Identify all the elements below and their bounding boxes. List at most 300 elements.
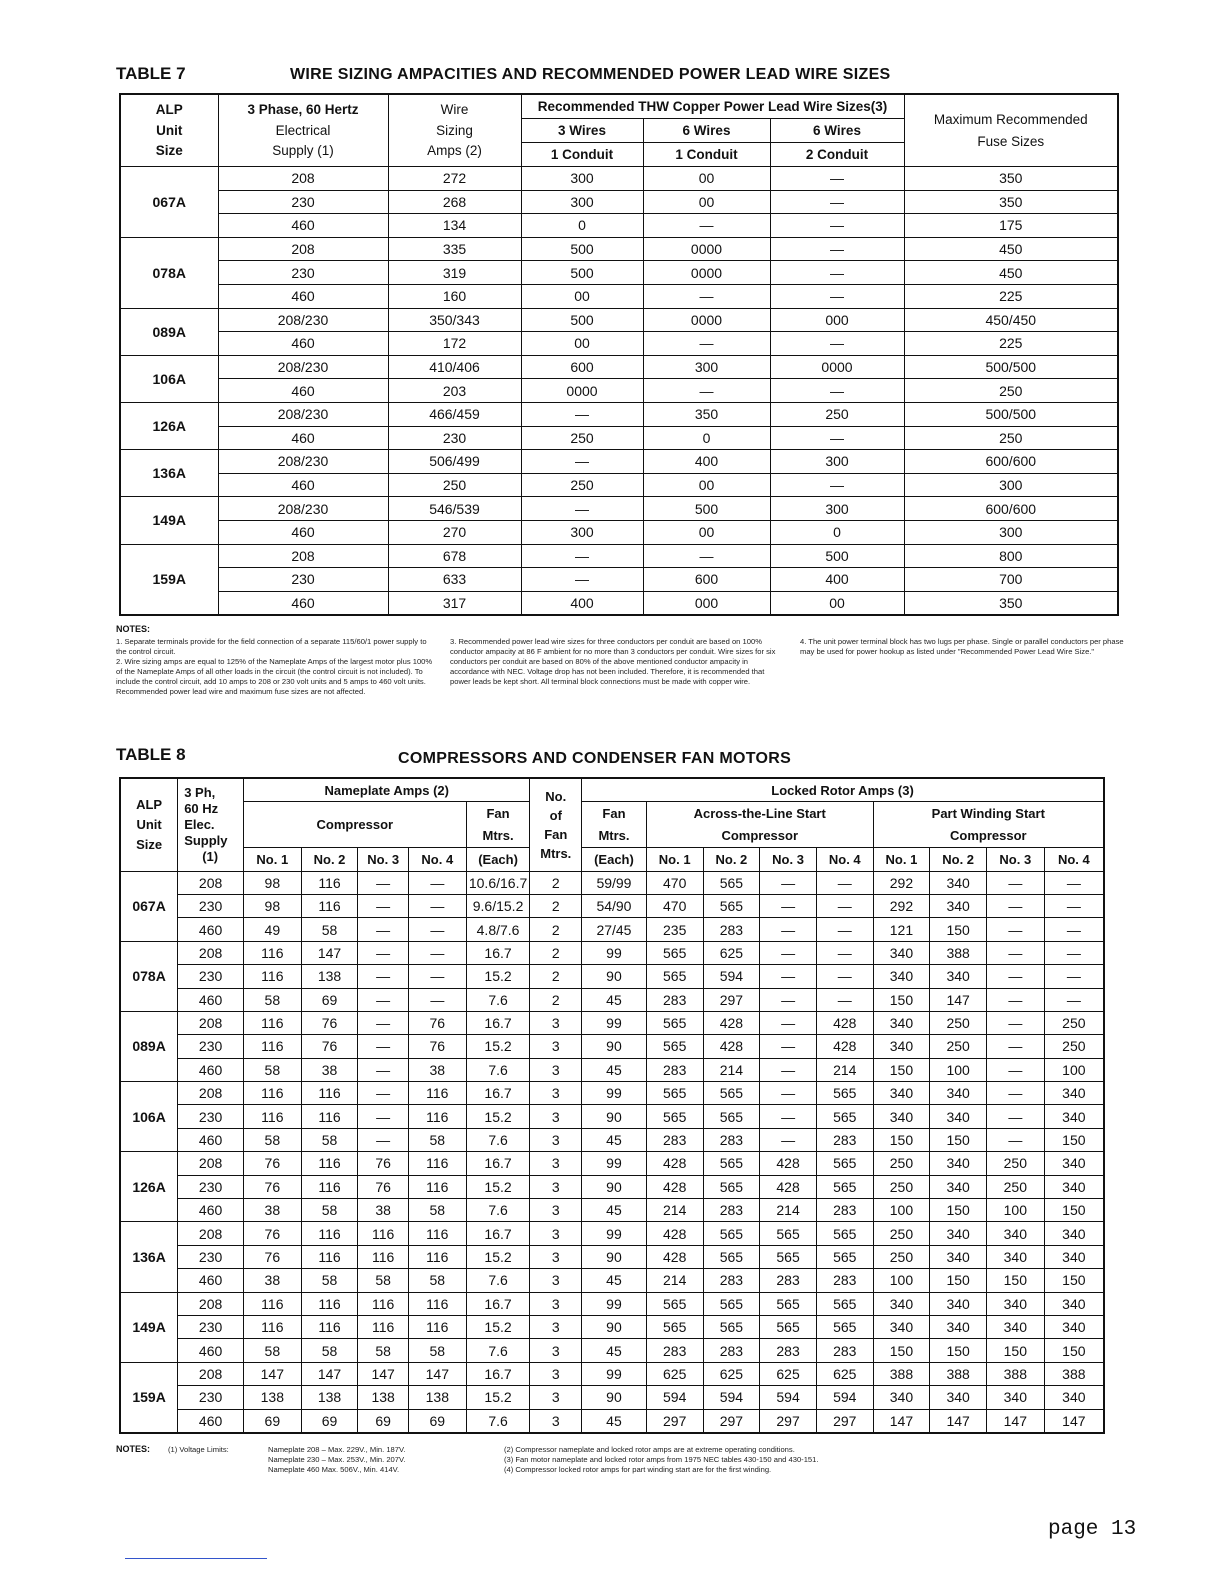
table-cell: 58 — [301, 918, 358, 941]
unit-size: 126A — [120, 402, 218, 449]
table-cell: 9.6/15.2 — [466, 894, 530, 917]
table-cell: 00 — [770, 591, 904, 615]
table-cell: 116 — [301, 1315, 358, 1338]
table-cell: 116 — [301, 894, 358, 917]
table-cell: 283 — [760, 1339, 817, 1362]
table-cell: 565 — [816, 1082, 873, 1105]
table-cell: — — [816, 988, 873, 1011]
table-cell: 300 — [770, 450, 904, 474]
table-cell: 250 — [930, 1035, 987, 1058]
table-row — [120, 1011, 1104, 1034]
table-cell: 460 — [178, 1269, 244, 1292]
table-cell: 116 — [358, 1315, 409, 1338]
table-cell: 58 — [243, 1339, 301, 1362]
table-cell: — — [986, 871, 1044, 894]
table-cell: 565 — [703, 1315, 760, 1338]
table-cell: 410/406 — [388, 355, 521, 379]
table-row — [120, 1245, 1104, 1268]
t8-note-2: (2) Compressor nameplate and locked rotor amps are at extreme operating conditions. — [504, 1445, 795, 1454]
table-cell: 38 — [243, 1269, 301, 1292]
table-cell: 3 — [530, 1292, 582, 1315]
table-cell: 58 — [243, 1058, 301, 1081]
table-cell: 350 — [643, 402, 770, 426]
t8-header-np-no3: No. 3 — [358, 848, 409, 871]
table-cell: 250 — [1044, 1011, 1104, 1034]
table-cell: 340 — [1044, 1152, 1104, 1175]
table-cell: 76 — [301, 1011, 358, 1034]
table-row — [120, 237, 1118, 261]
table-cell: — — [643, 544, 770, 568]
table-cell: 208 — [218, 237, 388, 261]
table-cell: 116 — [301, 1082, 358, 1105]
table-cell: 7.6 — [466, 1409, 530, 1433]
table-cell: 283 — [703, 1269, 760, 1292]
table-cell: 76 — [358, 1175, 409, 1198]
t7-header-3wires: 3 Wires — [521, 119, 643, 143]
table-cell: 225 — [904, 332, 1118, 356]
table-cell: 208 — [218, 167, 388, 191]
table-cell: 3 — [530, 1315, 582, 1338]
table-cell: 214 — [646, 1269, 703, 1292]
table-cell: 116 — [243, 1011, 301, 1034]
unit-size: 159A — [120, 544, 218, 615]
table-row — [120, 1128, 1104, 1151]
table-cell: 45 — [582, 1269, 647, 1292]
table-cell: 633 — [388, 568, 521, 592]
table-cell: 340 — [930, 1292, 987, 1315]
table7-title: WIRE SIZING AMPACITIES AND RECOMMENDED POWER LEAD WIRE SIZES — [290, 66, 891, 83]
table-cell: — — [358, 1105, 409, 1128]
table-cell: 230 — [178, 1245, 244, 1268]
table-cell: 400 — [770, 568, 904, 592]
table-cell: 565 — [760, 1245, 817, 1268]
table-cell: 500 — [643, 497, 770, 521]
table-cell: 69 — [408, 1409, 466, 1433]
unit-size: 149A — [120, 497, 218, 544]
table-row — [120, 426, 1118, 450]
table-cell: — — [408, 918, 466, 941]
table-row — [120, 988, 1104, 1011]
table-cell: 150 — [873, 988, 930, 1011]
table-cell: 340 — [873, 1292, 930, 1315]
table-cell: 546/539 — [388, 497, 521, 521]
table-cell: 350 — [904, 190, 1118, 214]
table-cell: 0000 — [521, 379, 643, 403]
table-cell: 116 — [358, 1245, 409, 1268]
table-cell: 460 — [178, 1128, 244, 1151]
table-cell: 565 — [646, 1105, 703, 1128]
table-cell: 230 — [178, 894, 244, 917]
t8-header-supply: 3 Ph, 60 Hz Elec. Supply (1) — [178, 778, 244, 871]
table-cell: — — [408, 941, 466, 964]
table-cell: 58 — [243, 1128, 301, 1151]
table-cell: 147 — [358, 1362, 409, 1385]
table-cell: 58 — [358, 1269, 409, 1292]
table-row — [120, 1362, 1104, 1385]
table-cell: 340 — [873, 1011, 930, 1034]
table-cell: 250 — [904, 379, 1118, 403]
table-cell: 69 — [301, 1409, 358, 1433]
table-cell: 565 — [703, 1222, 760, 1245]
table-cell: 0 — [521, 214, 643, 238]
table-cell: 230 — [388, 426, 521, 450]
table-cell: — — [408, 894, 466, 917]
table-cell: 340 — [930, 1245, 987, 1268]
t8-header-fan-each: (Each) — [466, 848, 530, 871]
table-cell: 150 — [1044, 1339, 1104, 1362]
table-cell: 400 — [521, 591, 643, 615]
table-cell: 460 — [218, 332, 388, 356]
table-cell: 250 — [388, 473, 521, 497]
unit-size: 089A — [120, 308, 218, 355]
table-cell: — — [816, 965, 873, 988]
table-cell: 116 — [408, 1175, 466, 1198]
table-cell: — — [358, 1011, 409, 1034]
table-cell: — — [358, 1035, 409, 1058]
table-cell: — — [986, 1035, 1044, 1058]
table-cell: 565 — [760, 1222, 817, 1245]
table-cell: 250 — [1044, 1035, 1104, 1058]
table-cell: 460 — [178, 918, 244, 941]
table-cell: 138 — [358, 1386, 409, 1409]
t8-header-locked: Locked Rotor Amps (3) — [582, 778, 1104, 802]
table-cell: 565 — [646, 1035, 703, 1058]
table-cell: 340 — [1044, 1222, 1104, 1245]
table-cell: 99 — [582, 1011, 647, 1034]
table-cell: — — [358, 918, 409, 941]
table-cell: 147 — [301, 941, 358, 964]
table-cell: 138 — [408, 1386, 466, 1409]
table-cell: 230 — [218, 190, 388, 214]
table-cell: 500 — [521, 261, 643, 285]
table-cell: 565 — [703, 1105, 760, 1128]
t8-header-pw-no3: No. 3 — [986, 848, 1044, 871]
table-cell: — — [770, 379, 904, 403]
table-cell: 270 — [388, 520, 521, 544]
table-row — [120, 1152, 1104, 1175]
table-cell: 3 — [530, 1199, 582, 1222]
table-cell: 300 — [521, 167, 643, 191]
table-cell: 565 — [760, 1315, 817, 1338]
table-cell: — — [986, 1011, 1044, 1034]
table-cell: 350 — [904, 167, 1118, 191]
table-cell: — — [1044, 871, 1104, 894]
table-cell: 208 — [178, 1292, 244, 1315]
t8-header-compressor: Compressor — [243, 802, 466, 848]
table-cell: 428 — [760, 1175, 817, 1198]
table-cell: 45 — [582, 1199, 647, 1222]
table-cell: 116 — [243, 1082, 301, 1105]
table-cell: — — [358, 965, 409, 988]
table-cell: 54/90 — [582, 894, 647, 917]
table-cell: 300 — [904, 473, 1118, 497]
table-cell: 283 — [703, 918, 760, 941]
t8-header-np-no4: No. 4 — [408, 848, 466, 871]
unit-size: 149A — [120, 1292, 178, 1362]
table-cell: 600/600 — [904, 497, 1118, 521]
table-cell: 76 — [243, 1175, 301, 1198]
table-cell: 625 — [703, 941, 760, 964]
table-cell: 250 — [873, 1152, 930, 1175]
table-cell: 208 — [178, 1152, 244, 1175]
table-cell: — — [521, 497, 643, 521]
table-cell: 116 — [301, 871, 358, 894]
table-cell: 116 — [408, 1315, 466, 1338]
table-cell: 38 — [301, 1058, 358, 1081]
unit-size: 078A — [120, 941, 178, 1011]
table-row — [120, 1386, 1104, 1409]
table-cell: 230 — [178, 1175, 244, 1198]
table-cell: 150 — [930, 1128, 987, 1151]
table-cell: 76 — [301, 1035, 358, 1058]
table-cell: 340 — [930, 1222, 987, 1245]
table-cell: 0 — [770, 520, 904, 544]
table-cell: 150 — [930, 918, 987, 941]
unit-size: 067A — [120, 871, 178, 941]
table-cell: 15.2 — [466, 1315, 530, 1338]
link-underline — [125, 1558, 267, 1559]
table-cell: 175 — [904, 214, 1118, 238]
table-cell: 340 — [930, 1386, 987, 1409]
t8-note-1-lines — [268, 1445, 488, 1475]
t8-note-1-label: (1) Voltage Limits: — [168, 1445, 229, 1454]
table-cell: 58 — [358, 1339, 409, 1362]
table-cell: 208/230 — [218, 402, 388, 426]
table-cell: 214 — [646, 1199, 703, 1222]
table-cell: 400 — [643, 450, 770, 474]
table-cell: 250 — [873, 1245, 930, 1268]
t8-header-atl-no3: No. 3 — [760, 848, 817, 871]
t7-notes-heading: NOTES: — [116, 624, 151, 634]
table-row — [120, 497, 1118, 521]
table-cell: 76 — [408, 1011, 466, 1034]
table-cell: — — [986, 894, 1044, 917]
table-cell: 00 — [521, 284, 643, 308]
table-cell: — — [760, 1082, 817, 1105]
table-row — [120, 1315, 1104, 1338]
table-cell: 58 — [301, 1128, 358, 1151]
table-cell: 147 — [243, 1362, 301, 1385]
table-cell: 208 — [178, 1082, 244, 1105]
table-cell: 340 — [986, 1386, 1044, 1409]
table-cell: 335 — [388, 237, 521, 261]
table-cell: 297 — [646, 1409, 703, 1433]
table-cell: 15.2 — [466, 1386, 530, 1409]
table-cell: 116 — [301, 1152, 358, 1175]
table-cell: 600 — [643, 568, 770, 592]
table-cell: 460 — [178, 1058, 244, 1081]
unit-size: 067A — [120, 167, 218, 238]
t8-header-np-no1: No. 1 — [243, 848, 301, 871]
table-cell: 116 — [408, 1082, 466, 1105]
table-cell: 59/99 — [582, 871, 647, 894]
table-cell: 76 — [243, 1222, 301, 1245]
table-cell: 58 — [301, 1199, 358, 1222]
table-cell: 340 — [873, 1315, 930, 1338]
table-cell: 90 — [582, 1175, 647, 1198]
table-cell: 350 — [904, 591, 1118, 615]
table-cell: 3 — [530, 1386, 582, 1409]
table-cell: 565 — [816, 1105, 873, 1128]
table-cell: 230 — [178, 1105, 244, 1128]
table-cell: 69 — [243, 1409, 301, 1433]
table-cell: 0 — [643, 426, 770, 450]
table-cell: 116 — [301, 1175, 358, 1198]
table-row — [120, 167, 1118, 191]
table-cell: — — [986, 988, 1044, 1011]
table-row — [120, 591, 1118, 615]
table-cell: 150 — [873, 1339, 930, 1362]
unit-size: 136A — [120, 450, 218, 497]
table-cell: 00 — [643, 167, 770, 191]
table-cell: — — [760, 894, 817, 917]
table-cell: 147 — [301, 1362, 358, 1385]
table-cell: 3 — [530, 1409, 582, 1433]
table-cell: 2 — [530, 965, 582, 988]
table-cell: 3 — [530, 1128, 582, 1151]
table-cell: 150 — [1044, 1128, 1104, 1151]
table-cell: 283 — [816, 1199, 873, 1222]
table-row — [120, 450, 1118, 474]
table-cell: 208 — [218, 544, 388, 568]
unit-size: 106A — [120, 355, 218, 402]
table-cell: 272 — [388, 167, 521, 191]
table-cell: 428 — [816, 1011, 873, 1034]
table-cell: 340 — [1044, 1315, 1104, 1338]
unit-size: 136A — [120, 1222, 178, 1292]
t8-note-1-line: Nameplate 230 – Max. 253V., Min. 207V. — [268, 1455, 406, 1464]
table-cell: 00 — [521, 332, 643, 356]
table-cell: 15.2 — [466, 1175, 530, 1198]
table-cell: 428 — [703, 1035, 760, 1058]
table-cell: 388 — [986, 1362, 1044, 1385]
table-cell: 319 — [388, 261, 521, 285]
table-cell: 208/230 — [218, 450, 388, 474]
table-cell: — — [358, 894, 409, 917]
table-cell: 250 — [930, 1011, 987, 1034]
table-cell: 3 — [530, 1152, 582, 1175]
table-cell: 138 — [243, 1386, 301, 1409]
table-cell: 450 — [904, 237, 1118, 261]
table-cell: 7.6 — [466, 1269, 530, 1292]
table-cell: 300 — [521, 190, 643, 214]
table-cell: 214 — [703, 1058, 760, 1081]
table-cell: 340 — [930, 1105, 987, 1128]
t7-body — [120, 167, 1118, 616]
table-cell: 150 — [1044, 1269, 1104, 1292]
table-cell: 450 — [904, 261, 1118, 285]
table-cell: 98 — [243, 894, 301, 917]
table-cell: — — [816, 941, 873, 964]
table-cell: 230 — [218, 568, 388, 592]
table-cell: 172 — [388, 332, 521, 356]
table-cell: 460 — [178, 988, 244, 1011]
table-cell: 300 — [643, 355, 770, 379]
table-row — [120, 284, 1118, 308]
page-number: page 13 — [1048, 1518, 1137, 1541]
table-cell: 16.7 — [466, 1082, 530, 1105]
table-cell: — — [816, 894, 873, 917]
table-cell: 90 — [582, 1315, 647, 1338]
table-cell: 565 — [646, 941, 703, 964]
table-cell: 116 — [243, 965, 301, 988]
table-cell: 460 — [218, 284, 388, 308]
t7-notes-col2 — [450, 637, 786, 687]
table-cell: — — [408, 871, 466, 894]
table-cell: 230 — [178, 1315, 244, 1338]
table-cell: — — [358, 1082, 409, 1105]
table-cell: — — [521, 450, 643, 474]
table-row — [120, 1058, 1104, 1081]
table-cell: 250 — [904, 426, 1118, 450]
table-cell: 317 — [388, 591, 521, 615]
table-cell: 340 — [1044, 1292, 1104, 1315]
table-cell: 116 — [243, 1292, 301, 1315]
table-cell: 208 — [178, 1222, 244, 1245]
table-cell: 58 — [243, 988, 301, 1011]
table-cell: 292 — [873, 871, 930, 894]
table-cell: 2 — [530, 941, 582, 964]
table-row — [120, 1105, 1104, 1128]
t8-note-1-line: Nameplate 208 – Max. 229V., Min. 187V. — [268, 1445, 406, 1454]
table-cell: 565 — [646, 965, 703, 988]
table-cell: 116 — [408, 1222, 466, 1245]
table-cell: 460 — [218, 214, 388, 238]
table-cell: 4.8/7.6 — [466, 918, 530, 941]
table-cell: 98 — [243, 871, 301, 894]
table-cell: 388 — [1044, 1362, 1104, 1385]
table-cell: 3 — [530, 1058, 582, 1081]
table-cell: 625 — [703, 1362, 760, 1385]
table-cell: 250 — [986, 1175, 1044, 1198]
table-cell: 230 — [218, 261, 388, 285]
table-cell: 565 — [703, 1292, 760, 1315]
table-cell: 208/230 — [218, 308, 388, 332]
table-cell: — — [358, 1058, 409, 1081]
table-cell: 283 — [646, 988, 703, 1011]
t7-notes-col3 — [800, 637, 1136, 657]
table-cell: 268 — [388, 190, 521, 214]
table-cell: 116 — [301, 1222, 358, 1245]
table-cell: 428 — [646, 1152, 703, 1175]
t8-note-4: (4) Compressor locked rotor amps for part winding start are for the first winding. — [504, 1465, 772, 1474]
table-cell: 428 — [816, 1035, 873, 1058]
table-cell: 250 — [873, 1175, 930, 1198]
table-cell: 90 — [582, 1245, 647, 1268]
table-cell: 340 — [986, 1222, 1044, 1245]
table-cell: 15.2 — [466, 1105, 530, 1128]
table-cell: 283 — [760, 1269, 817, 1292]
table-cell: 565 — [703, 1082, 760, 1105]
table-cell: 208/230 — [218, 355, 388, 379]
table-row — [120, 355, 1118, 379]
table-cell: 3 — [530, 1362, 582, 1385]
table-cell: 250 — [521, 426, 643, 450]
t7-header-fuse: Maximum Recommended Fuse Sizes — [904, 94, 1118, 167]
table-cell: 7.6 — [466, 1339, 530, 1362]
table-cell: — — [760, 1035, 817, 1058]
table-cell: 565 — [703, 1175, 760, 1198]
t8-header-part: Part Winding Start — [873, 802, 1104, 825]
table-cell: 235 — [646, 918, 703, 941]
table-cell: — — [986, 918, 1044, 941]
table-cell: 283 — [646, 1339, 703, 1362]
table-cell: 00 — [643, 190, 770, 214]
table-cell: — — [816, 918, 873, 941]
table-cell: 250 — [986, 1152, 1044, 1175]
table-cell: 800 — [904, 544, 1118, 568]
table-cell: 460 — [218, 591, 388, 615]
